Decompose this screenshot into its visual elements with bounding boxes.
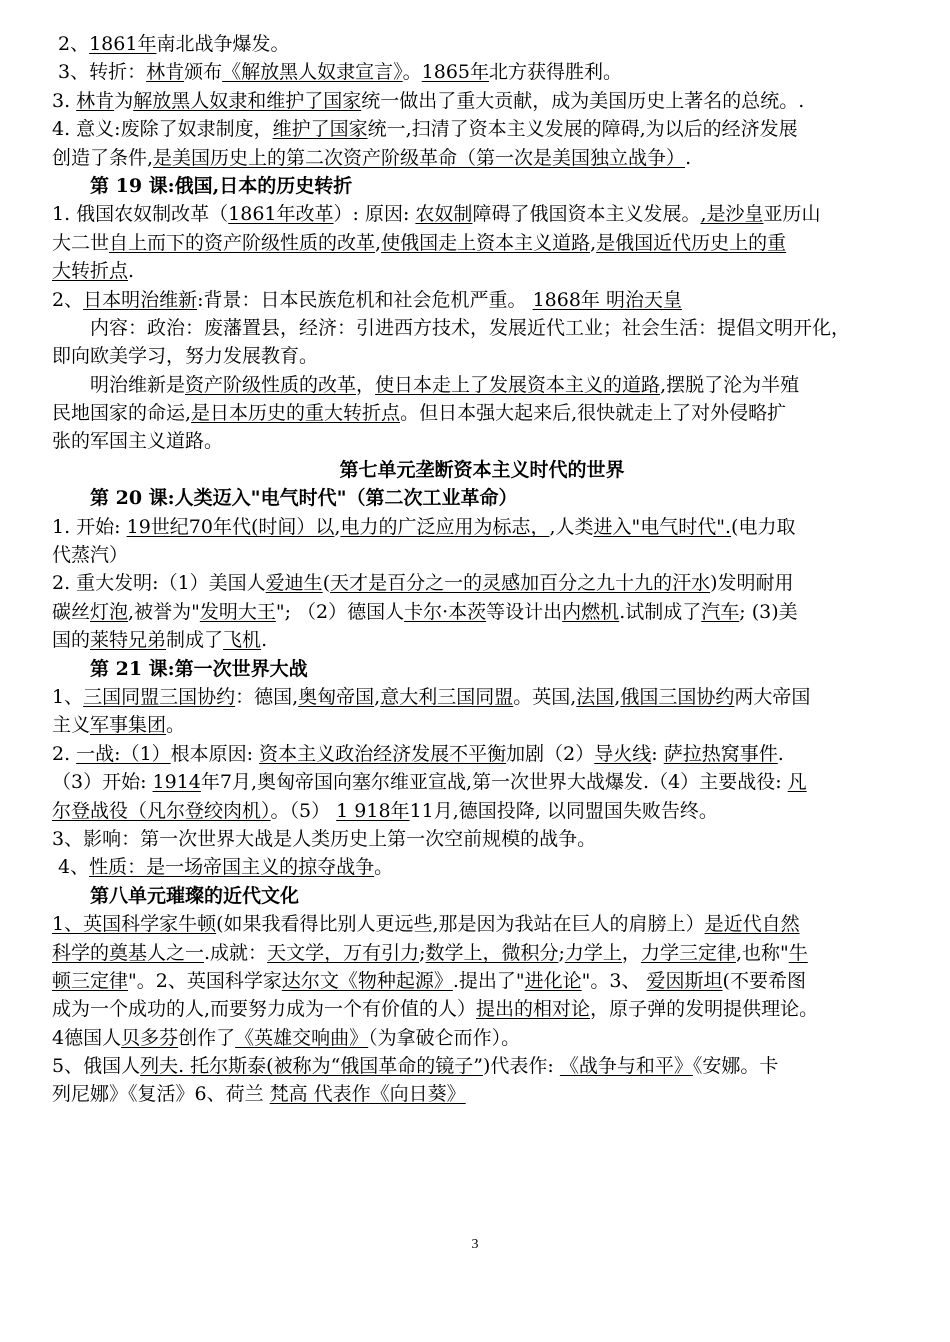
text-segment: .	[777, 742, 784, 765]
underlined-text: 导火线	[594, 742, 652, 765]
text-segment: 1. 俄国农奴制改革（	[52, 203, 229, 226]
text-line	[52, 626, 912, 654]
text-segment: 5、俄国人	[52, 1055, 141, 1078]
text-segment: 。英国,	[513, 685, 577, 708]
underlined-text: 1914	[152, 771, 201, 794]
text-line	[52, 939, 912, 967]
text-segment: ,摆脱了沦为半殖	[660, 373, 800, 396]
text-segment: "。2、英国科学家	[128, 969, 282, 992]
text-line	[52, 740, 912, 768]
text-segment: ; (3)美	[739, 600, 798, 623]
text-segment: 第 21 课:第一次世界大战	[90, 657, 308, 680]
text-segment: 内容：政治：废藩置县，经济：引进西方技术，发展近代工业；社会生活：提倡文明开化，	[90, 316, 851, 339]
underlined-text: 1、英国科学家牛顿	[52, 913, 217, 936]
underlined-text: 力学上	[564, 941, 622, 964]
underlined-text: 牛	[788, 941, 808, 964]
text-segment: ，原子弹的发明提供理论。	[590, 998, 819, 1021]
underlined-text: 《英雄交响曲》	[235, 1026, 369, 1049]
text-segment: 制成了	[166, 629, 224, 652]
text-segment: (电力取	[731, 515, 796, 538]
text-segment: ,	[375, 231, 382, 254]
text-line	[52, 144, 912, 172]
text-segment: .	[128, 260, 135, 283]
text-segment: ，	[356, 373, 376, 396]
underlined-text: 《战争与和平》	[559, 1055, 693, 1078]
text-segment: 张的军国主义道路。	[52, 430, 224, 453]
text-segment: 2、	[58, 33, 90, 55]
text-segment: .成就：	[204, 941, 268, 964]
text-segment: 创作了	[178, 1026, 236, 1049]
underlined-text: 林肯	[146, 61, 185, 84]
text-line	[52, 200, 912, 228]
text-segment: "。3、	[581, 969, 647, 992]
text-segment: ，	[621, 941, 641, 964]
text-segment: ;	[419, 941, 426, 964]
text-segment: (不要希图	[722, 969, 806, 992]
text-segment: 国的	[52, 629, 91, 652]
text-segment: 第 20 课:人类迈入"电气时代"（第二次工业革命）	[90, 487, 518, 510]
underlined-text: 军事集团	[90, 714, 167, 737]
underlined-text: 1861年改革	[228, 203, 334, 226]
text-segment: :	[651, 742, 664, 765]
underlined-text: 是近代自然	[704, 913, 800, 936]
text-segment: 等设计出	[486, 600, 563, 623]
underlined-text: 使日本走上了发展资本主义的道路	[375, 373, 661, 396]
text-segment: 1、	[52, 685, 84, 708]
underlined-text: 灯泡	[90, 600, 129, 623]
text-segment: ,	[334, 515, 341, 538]
text-line	[52, 910, 912, 938]
text-segment: （3）开始:	[52, 771, 153, 794]
underlined-text: 三国同盟三国协约	[83, 685, 236, 708]
text-segment: .	[685, 146, 692, 169]
text-line	[52, 257, 912, 285]
text-line	[52, 683, 912, 711]
text-segment: 4德国人	[52, 1026, 122, 1049]
underlined-text: 林肯	[76, 89, 115, 112]
text-segment: 3、影响：第一次世界大战是人类历史上第一次空前规模的战争。	[52, 827, 597, 850]
underlined-text: 自上而下的资产阶级性质的改革	[109, 231, 376, 254]
text-segment: 颁布	[184, 61, 223, 84]
text-segment: ;	[558, 941, 565, 964]
text-segment: 成为一个成功的人,而要努力成为一个有价值的人）	[52, 998, 477, 1021]
text-segment: (	[322, 572, 331, 595]
text-line	[52, 1052, 912, 1080]
underlined-text: 是日本历史的重大转折点	[191, 402, 401, 425]
text-segment: 4. 意义:废除了奴隶制度，	[52, 118, 273, 141]
text-segment: 。	[166, 714, 186, 737]
underlined-text: 是俄国近代历史上的重	[596, 231, 787, 254]
section-heading	[52, 456, 912, 484]
text-line	[52, 399, 912, 427]
text-segment: (如果我看得比别人更远些,那是因为我站在巨人的肩膀上）	[216, 913, 705, 936]
text-segment: 《安娜。卡	[692, 1055, 779, 1078]
underlined-text: 维护了国家	[272, 118, 368, 141]
text-line	[52, 342, 912, 370]
text-segment: 南北战争爆发。	[156, 33, 290, 55]
text-segment: 明治维新是	[90, 373, 186, 396]
text-segment: 民地国家的命运,	[52, 402, 192, 425]
section-heading	[52, 172, 912, 200]
underlined-text: 1861年	[89, 33, 157, 55]
text-segment: )代表作:	[483, 1055, 560, 1078]
underlined-text: 内燃机	[562, 600, 620, 623]
text-segment: "; （2）德国人	[275, 600, 405, 623]
underlined-text: 1 918年	[336, 799, 410, 822]
text-line	[52, 541, 912, 569]
underlined-text: 19世纪70年代(时间）以	[126, 515, 335, 538]
text-segment: 1. 开始:	[52, 515, 127, 538]
underlined-text: 数学上，微积分	[425, 941, 559, 964]
text-segment: 年7月,奥匈帝国向塞尔维亚宣战,第一次世界大战爆发.（4）主要战役:	[200, 771, 788, 794]
text-line	[52, 797, 912, 825]
underlined-text: 日本明治维新	[83, 288, 198, 311]
underlined-text: 莱特兄弟	[90, 629, 167, 652]
underlined-text: 一战:（1）	[76, 742, 171, 765]
section-heading	[52, 655, 912, 683]
text-segment: ,	[590, 231, 597, 254]
text-segment: )发明耐用	[710, 572, 794, 595]
underlined-text: 科学的奠基人之一	[52, 941, 205, 964]
text-segment: 列尼娜》《复活》6、荷兰	[52, 1083, 270, 1106]
text-line	[52, 967, 912, 995]
text-segment: 2.	[52, 742, 77, 765]
underlined-text: ,是沙皇	[700, 203, 764, 226]
underlined-text: 顿三定律	[52, 969, 129, 992]
underlined-text: 法国	[576, 685, 615, 708]
underlined-text: 农奴制	[415, 203, 473, 226]
text-segment: 大二世	[52, 231, 110, 254]
underlined-text: 卡尔·本茨	[404, 600, 487, 623]
text-segment: ,人类	[549, 515, 594, 538]
text-line	[52, 569, 912, 597]
text-line	[52, 30, 912, 58]
text-line	[52, 513, 912, 541]
text-line	[52, 825, 912, 853]
underlined-text: 汽车	[701, 600, 740, 623]
underlined-text: 进入"电气时代".	[593, 515, 732, 538]
underlined-text: 天文学，万有引力	[267, 941, 420, 964]
section-heading	[52, 484, 912, 512]
underlined-text: 发明大王	[199, 600, 276, 623]
text-segment: 11月,德国投降, 以同盟国失败告终。	[409, 799, 718, 822]
text-segment: 第八单元璀璨的近代文化	[90, 884, 300, 907]
underlined-text: 进化论	[524, 969, 582, 992]
underlined-text: 1868年 明治天皇	[532, 288, 682, 311]
text-segment: 。	[402, 61, 422, 84]
text-line	[52, 1024, 912, 1052]
underlined-text: 爱迪生	[265, 572, 323, 595]
text-segment: ,	[614, 685, 621, 708]
underlined-text: 天才是百分之一的灵感加百分之九十九的汗水	[330, 572, 711, 595]
underlined-text: 是美国历史上的第二次资产阶级革命（第一次是美国独立战争）	[153, 146, 686, 169]
section-heading	[52, 882, 912, 910]
text-segment: ）: 原因:	[333, 203, 416, 226]
text-segment: 北方获得胜利。	[489, 61, 623, 84]
text-segment: 障碍了俄国资本主义发展。	[472, 203, 701, 226]
text-line	[52, 229, 912, 257]
underlined-text: 力学三定律	[640, 941, 736, 964]
underlined-text: 使俄国走上资本主义道路	[381, 231, 591, 254]
page-number: 3	[471, 1237, 479, 1252]
underlined-text: 贝多芬	[121, 1026, 179, 1049]
text-segment: ,被誉为"	[128, 600, 200, 623]
text-segment: 统一做出了重大贡献，成为美国历史上著名的总统。.	[361, 89, 805, 112]
text-segment: 3.	[52, 89, 77, 112]
underlined-text: 梵高 代表作《向日葵》	[269, 1083, 466, 1106]
text-segment: （为拿破仑而作）。	[368, 1026, 521, 1049]
text-line	[52, 768, 912, 796]
text-segment: ,也称"	[735, 941, 789, 964]
underlined-text: 尔登战役（凡尔登绞肉机）	[52, 799, 271, 822]
text-segment: 两大帝国	[734, 685, 811, 708]
text-segment: 4、	[58, 856, 90, 879]
text-line	[52, 427, 912, 455]
text-segment: 创造了条件,	[52, 146, 154, 169]
text-segment: .	[261, 629, 268, 652]
text-segment: 统一,扫清了资本主义发展的障碍,为以后的经济发展	[367, 118, 798, 141]
text-segment: 根本原因:	[170, 742, 260, 765]
underlined-text: 1865年	[421, 61, 490, 84]
text-segment: 2. 重大发明:（1）美国人	[52, 572, 266, 595]
document-body	[52, 30, 912, 1109]
underlined-text: 萨拉热窝事件	[663, 742, 778, 765]
text-segment: 。但日本强大起来后,很快就走上了对外侵略扩	[400, 402, 787, 425]
underlined-text: 列夫. 托尔斯泰(被称为“俄国革命的镜子”	[140, 1055, 484, 1078]
text-segment: 第 19 课:俄国,日本的历史转折	[90, 174, 353, 197]
text-line	[52, 853, 912, 881]
text-segment: 碳丝	[52, 600, 91, 623]
text-segment: .提出了"	[452, 969, 525, 992]
text-line	[52, 314, 912, 342]
text-line	[52, 286, 912, 314]
text-segment: 。	[374, 856, 394, 879]
underlined-text: 资本主义政治经济发展不平衡	[259, 742, 507, 765]
text-segment: 3、转折：	[58, 61, 147, 84]
text-line	[52, 711, 912, 739]
underlined-text: 奥匈帝国	[298, 685, 375, 708]
underlined-text: 凡	[787, 771, 807, 794]
underlined-text: 达尔文《物种起源》	[281, 969, 453, 992]
text-segment: :背景：日本民族危机和社会危机严重。	[197, 288, 533, 311]
text-segment: 第七单元垄断资本主义时代的世界	[339, 458, 625, 481]
text-line	[52, 598, 912, 626]
underlined-text: 解放黑人奴隶和维护了国家	[133, 89, 362, 112]
text-line	[52, 87, 912, 115]
text-line	[52, 1080, 912, 1108]
text-segment: 加剧（2）	[506, 742, 595, 765]
underlined-text: 俄国三国协约	[620, 685, 735, 708]
text-segment: 主义	[52, 714, 91, 737]
underlined-text: 《解放黑人奴隶宣言》	[222, 61, 403, 84]
underlined-text: 爱因斯坦	[646, 969, 723, 992]
text-segment: 亚历山	[763, 203, 821, 226]
text-line	[52, 371, 912, 399]
text-segment: ：德国,	[235, 685, 299, 708]
underlined-text: 飞机	[223, 629, 262, 652]
underlined-text: 性质：是一场帝国主义的掠夺战争	[89, 856, 375, 879]
underlined-text: 提出的相对论	[476, 998, 591, 1021]
text-segment: 2、	[52, 288, 84, 311]
text-line	[52, 58, 912, 86]
underlined-text: 大转折点	[52, 260, 129, 283]
text-line	[52, 995, 912, 1023]
text-segment: 代蒸汽）	[52, 544, 129, 567]
text-segment: 。（5）	[270, 799, 337, 822]
underlined-text: 资产阶级性质的改革	[185, 373, 357, 396]
text-segment: 即向欧美学习，努力发展教育。	[52, 345, 319, 368]
text-line	[52, 115, 912, 143]
underlined-text: 电力的广泛应用为标志，	[340, 515, 550, 538]
underlined-text: 意大利三国同盟	[380, 685, 514, 708]
text-segment: ,	[374, 685, 381, 708]
text-segment: .试制成了	[619, 600, 702, 623]
text-segment: 为	[114, 89, 134, 112]
